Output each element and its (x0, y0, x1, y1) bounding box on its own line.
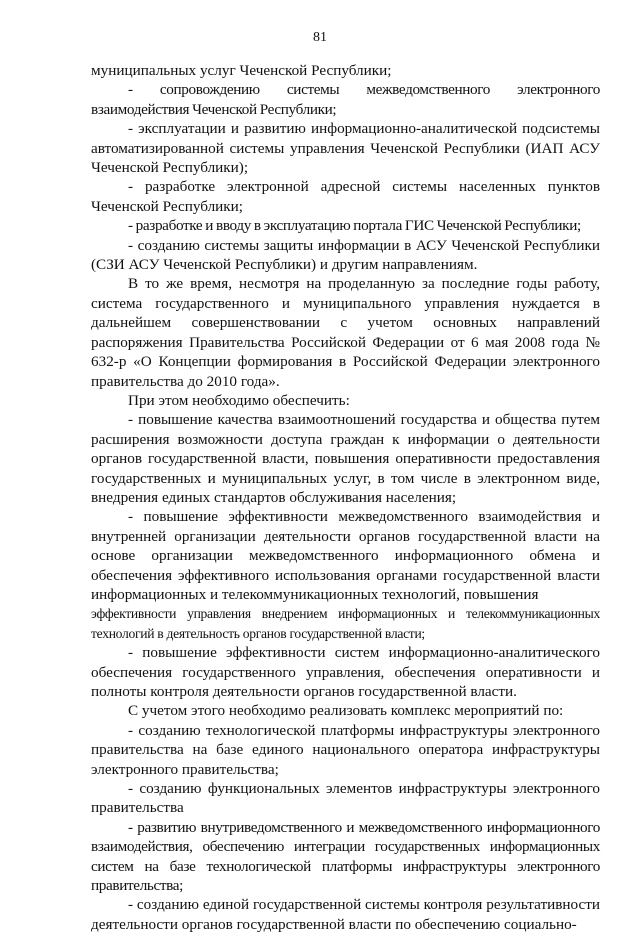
list-item: - повышение эффективности систем информационно-аналитического обеспечения государственного управления, обеспечения оперативности и полноты контроля деятельности органов государственной власти. (91, 644, 600, 700)
list-item: - созданию единой государственной системы контроля результативности деятельности органов государственной власти по обеспечению социально- (91, 896, 600, 933)
list-item: - созданию технологической платформы инфраструктуры электронного правительства на базе единого национального оператора инфраструктуры электронного правительства; (91, 721, 600, 778)
paragraph: С учетом этого необходимо реализовать комплекс мероприятий по: (128, 702, 564, 720)
list-item: - разработке и вводу в эксплуатацию портала ГИС Чеченской Республики; (128, 217, 581, 235)
list-item: - эксплуатации и развитию информационно-аналитической подсистемы автоматизированной системы управления Чеченской Республики (ИАП АСУ Чеченской Республики); (91, 120, 600, 177)
document-body (91, 61, 600, 934)
paragraph: муниципальных услуг Чеченской Республики; (91, 62, 392, 79)
list-item: - разработке электронной адресной системы населенных пунктов Чеченской Республики; (91, 178, 600, 215)
list-item: - созданию системы защиты информации в АСУ Чеченской Республики (СЗИ АСУ Чеченской Республики) и другим направлениям. (91, 236, 600, 274)
page-number: 81 (313, 30, 327, 45)
list-item: - развитию внутриведомственного и межведомственного информационного взаимодействия, обеспечению интеграции государственных информационных систем на базе технологической платформы инфраструктуры электронного правительства; (91, 818, 600, 895)
list-item: - сопровождению системы межведомственного электронного взаимодействия Чеченской Республики; (91, 81, 600, 118)
paragraph: При этом необходимо обеспечить: (128, 391, 350, 409)
paragraph: В то же время, несмотря на проделанную за последние годы работу, система государственного и муниципального управления нуждается в дальнейшем совершенствовании с учетом основных направлений распоряжения Правительства Российской Федерации от 6 мая 2008 года № 632-р «О Концепции формирования в Российской Федерации электронного правительства до 2010 года». (91, 275, 600, 390)
list-item: - повышение эффективности межведомственного взаимодействия и внутренней организации деятельности органов государственной власти на основе организации межведомственного информационного обмена и обеспечения эффективного использования органами государственной власти информационных и телекоммуникационных технологий, повышения (91, 508, 600, 603)
list-item: - повышение качества взаимоотношений государства и общества путем расширения возможности доступа граждан к информации о деятельности органов государственной власти, повышения оперативности предоставления государственных и муниципальных услуг, в том числе в электронном виде, внедрения единых стандартов обслуживания населения; (91, 411, 600, 506)
list-item-continuation: эффективности управления внедрением информационных и телекоммуникационных технологий в деятельность органов государственной власти; (91, 606, 600, 641)
list-item: - созданию функциональных элементов инфраструктуры электронного правительства (91, 780, 600, 817)
